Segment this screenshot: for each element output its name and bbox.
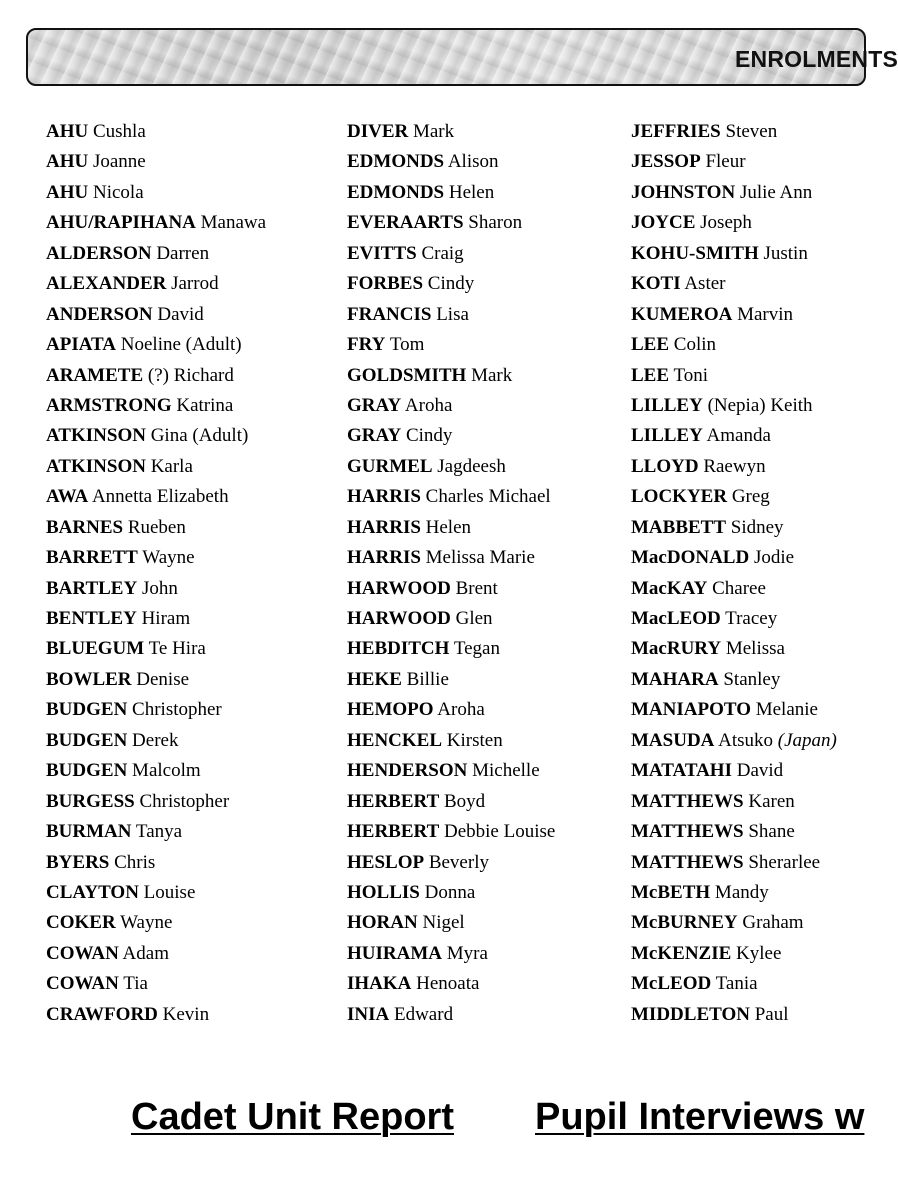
surname: MacRURY <box>631 638 722 660</box>
given-names: Kirsten <box>446 729 503 751</box>
surname: McBURNEY <box>631 912 738 934</box>
surname: EVERAARTS <box>347 212 464 234</box>
given-names: Mark <box>471 364 513 386</box>
surname: HEMOPO <box>347 699 434 721</box>
given-names: Melanie <box>755 699 818 721</box>
name-entry <box>347 666 555 696</box>
name-entry <box>46 483 266 513</box>
names-column-2 <box>347 118 555 1031</box>
surname: AHU <box>46 121 89 142</box>
name-entry <box>631 331 837 361</box>
name-entry <box>46 179 266 209</box>
name-entry <box>46 331 266 361</box>
given-names: Derek <box>132 729 179 751</box>
surname: IHAKA <box>347 973 412 995</box>
name-entry <box>347 1001 555 1031</box>
given-names: Alison <box>447 151 499 173</box>
given-names: Sharon <box>468 212 523 234</box>
name-entry <box>347 909 555 939</box>
given-names: Rueben <box>127 516 186 538</box>
given-names: Aster <box>684 273 726 295</box>
name-entry <box>347 118 555 148</box>
surname: ANDERSON <box>46 303 153 325</box>
given-names: Jarrod <box>171 273 219 295</box>
name-entry <box>347 362 555 392</box>
given-names: Christopher <box>132 699 222 721</box>
given-names: Wayne <box>120 912 173 934</box>
surname: JOYCE <box>631 212 696 234</box>
given-names: Donna <box>424 881 476 903</box>
surname: HESLOP <box>347 851 425 873</box>
given-names: Helen <box>448 181 495 203</box>
surname: BUDGEN <box>46 760 128 782</box>
name-entry <box>46 1001 266 1031</box>
name-entry <box>631 666 837 696</box>
given-names: Melissa Marie <box>425 547 535 569</box>
surname: INIA <box>347 1003 390 1025</box>
surname: MacDONALD <box>631 547 750 569</box>
surname: CRAWFORD <box>46 1003 158 1025</box>
surname: COWAN <box>46 973 119 995</box>
surname: CLAYTON <box>46 881 139 903</box>
surname: MAHARA <box>631 668 719 690</box>
name-entry <box>631 483 837 513</box>
surname: McLEOD <box>631 973 712 995</box>
name-entry <box>347 635 555 665</box>
name-entry <box>347 970 555 1000</box>
given-names: Boyd <box>444 790 486 812</box>
surname: MANIAPOTO <box>631 699 751 721</box>
surname: MacLEOD <box>631 608 721 629</box>
name-entry <box>631 818 837 848</box>
name-entry <box>631 362 837 392</box>
given-names: Brent <box>455 577 498 599</box>
name-entry <box>631 209 837 239</box>
surname: MASUDA <box>631 729 715 751</box>
surname: HOLLIS <box>347 881 420 903</box>
name-entry <box>631 179 837 209</box>
surname: MIDDLETON <box>631 1003 750 1025</box>
name-entry <box>631 757 837 787</box>
given-names: Toni <box>673 364 709 386</box>
surname: ALEXANDER <box>46 273 167 295</box>
given-names: Malcolm <box>132 760 201 782</box>
name-entry <box>46 666 266 696</box>
given-names: Colin <box>673 334 717 356</box>
names-column-3 <box>631 118 837 1031</box>
given-names: Henoata <box>416 973 480 995</box>
given-names: Greg <box>731 486 770 508</box>
surname: GRAY <box>347 425 402 447</box>
surname: HERBERT <box>347 790 440 812</box>
surname: LILLEY <box>631 425 703 447</box>
given-names: Shane <box>748 821 795 843</box>
name-entry <box>347 514 555 544</box>
name-entry <box>347 849 555 879</box>
given-names: Beverly <box>428 851 489 873</box>
surname: LEE <box>631 334 670 356</box>
names-column-1 <box>46 118 266 1031</box>
given-names: Karla <box>150 455 193 477</box>
name-entry <box>46 575 266 605</box>
given-names: Louise <box>143 881 196 903</box>
given-names: Helen <box>425 516 472 538</box>
surname: AHU <box>46 181 89 203</box>
name-entry <box>631 514 837 544</box>
given-names: Glen <box>455 608 493 629</box>
given-names: Tracey <box>725 608 778 629</box>
given-names: Te Hira <box>148 638 206 660</box>
surname: COWAN <box>46 942 119 964</box>
name-entry <box>631 422 837 452</box>
given-names: Gina (Adult) <box>150 425 249 447</box>
surname: BARTLEY <box>46 577 138 599</box>
surname: MATTHEWS <box>631 790 744 812</box>
surname: MATATAHI <box>631 760 732 782</box>
given-names: Denise <box>136 668 190 690</box>
given-names: Nicola <box>92 181 144 203</box>
surname: LLOYD <box>631 455 699 477</box>
given-names: Tom <box>389 334 425 356</box>
given-names: David <box>736 760 784 782</box>
name-entry <box>631 301 837 331</box>
given-names: Billie <box>406 668 449 690</box>
name-entry <box>631 270 837 300</box>
surname: COKER <box>46 912 116 934</box>
country-note: (Japan) <box>777 729 837 751</box>
name-entry <box>347 179 555 209</box>
given-names: John <box>141 577 178 599</box>
surname: JOHNSTON <box>631 181 736 203</box>
given-names: Charles Michael <box>425 486 551 508</box>
given-names: Myra <box>446 942 488 964</box>
name-entry <box>347 727 555 757</box>
surname: MacKAY <box>631 577 708 599</box>
given-names: Justin <box>763 242 808 264</box>
surname: AHU/RAPIHANA <box>46 212 196 234</box>
surname: JESSOP <box>631 151 701 173</box>
surname: KUMEROA <box>631 303 733 325</box>
name-entry <box>347 788 555 818</box>
surname: ALDERSON <box>46 242 152 264</box>
given-names: Atsuko <box>718 729 773 751</box>
given-names: Aroha <box>404 394 453 416</box>
surname: LOCKYER <box>631 486 728 508</box>
surname: BARNES <box>46 516 124 538</box>
name-entry <box>347 544 555 574</box>
given-names: Mark <box>412 121 455 142</box>
name-entry <box>347 270 555 300</box>
name-entry <box>631 909 837 939</box>
name-entry <box>631 392 837 422</box>
name-entry <box>347 696 555 726</box>
name-entry <box>46 148 266 178</box>
surname: KOHU-SMITH <box>631 242 759 264</box>
name-entry <box>631 605 837 635</box>
name-entry <box>46 818 266 848</box>
name-entry <box>347 301 555 331</box>
given-names: David <box>157 303 204 325</box>
name-entry <box>46 514 266 544</box>
surname: HARWOOD <box>347 608 451 629</box>
name-entry <box>46 209 266 239</box>
given-names: Kylee <box>736 942 782 964</box>
surname: BARRETT <box>46 547 138 569</box>
name-entry <box>631 940 837 970</box>
name-entry <box>347 940 555 970</box>
surname: BENTLEY <box>46 608 137 629</box>
name-entry <box>46 727 266 757</box>
given-names: Michelle <box>472 760 540 782</box>
given-names: Noeline (Adult) <box>120 334 242 356</box>
name-entry <box>631 544 837 574</box>
given-names: Raewyn <box>703 455 766 477</box>
surname: MATTHEWS <box>631 821 744 843</box>
surname: LILLEY <box>631 394 703 416</box>
name-entry <box>631 453 837 483</box>
surname: APIATA <box>46 334 117 356</box>
given-names: Annetta Elizabeth <box>91 486 229 508</box>
given-names: Wayne <box>142 547 195 569</box>
given-names: Mandy <box>714 881 769 903</box>
name-entry <box>347 605 555 635</box>
given-names: Edward <box>393 1003 454 1025</box>
name-entry <box>631 240 837 270</box>
surname: EDMONDS <box>347 151 445 173</box>
surname: FRANCIS <box>347 303 432 325</box>
surname: JEFFRIES <box>631 121 721 142</box>
name-entry <box>46 118 266 148</box>
given-names: Kevin <box>162 1003 210 1025</box>
surname: KOTI <box>631 273 681 295</box>
name-entry <box>46 788 266 818</box>
surname: GRAY <box>347 394 402 416</box>
surname: McBETH <box>631 881 711 903</box>
name-entry <box>347 453 555 483</box>
given-names: Cindy <box>427 273 475 295</box>
given-names: Katrina <box>176 394 234 416</box>
given-names: (?) Richard <box>147 364 234 386</box>
name-entry <box>631 118 837 148</box>
name-entry <box>46 970 266 1000</box>
name-entry <box>46 544 266 574</box>
name-entry <box>347 148 555 178</box>
name-entry <box>347 209 555 239</box>
given-names: Joseph <box>700 212 752 234</box>
surname: HERBERT <box>347 821 440 843</box>
given-names: Adam <box>122 942 169 964</box>
name-entry <box>631 1001 837 1031</box>
cadet-unit-report-heading: Cadet Unit Report <box>131 1096 454 1138</box>
name-entry <box>46 879 266 909</box>
surname: GOLDSMITH <box>347 364 467 386</box>
name-entry <box>631 575 837 605</box>
given-names: Joanne <box>92 151 146 173</box>
given-names: Christopher <box>139 790 230 812</box>
name-entry <box>46 453 266 483</box>
surname: DIVER <box>347 121 409 142</box>
given-names: Manawa <box>200 212 267 234</box>
name-entry <box>631 148 837 178</box>
name-entry <box>46 240 266 270</box>
name-entry <box>347 757 555 787</box>
given-names: Tania <box>715 973 758 995</box>
surname: HUIRAMA <box>347 942 442 964</box>
given-names: Sidney <box>730 516 784 538</box>
given-names: Jodie <box>753 547 795 569</box>
surname: BURGESS <box>46 790 135 812</box>
given-names: Craig <box>421 242 464 264</box>
name-entry <box>46 270 266 300</box>
given-names: Graham <box>742 912 804 934</box>
name-entry <box>631 788 837 818</box>
name-entry <box>46 301 266 331</box>
name-entry <box>347 240 555 270</box>
surname: BUDGEN <box>46 729 128 751</box>
surname: HENDERSON <box>347 760 468 782</box>
surname: HEBDITCH <box>347 638 450 660</box>
name-entry <box>631 970 837 1000</box>
surname: McKENZIE <box>631 942 732 964</box>
given-names: Amanda <box>706 425 771 447</box>
given-names: Debbie Louise <box>444 821 556 843</box>
name-entry <box>46 392 266 422</box>
given-names: (Nepia) Keith <box>707 394 813 416</box>
surname: HARRIS <box>347 516 421 538</box>
surname: AHU <box>46 151 89 173</box>
given-names: Karen <box>748 790 795 812</box>
surname: EDMONDS <box>347 181 445 203</box>
surname: HORAN <box>347 912 418 934</box>
given-names: Charee <box>712 577 766 599</box>
surname: BLUEGUM <box>46 638 145 660</box>
given-names: Tanya <box>135 821 183 843</box>
surname: ARAMETE <box>46 364 144 386</box>
given-names: Hiram <box>141 608 191 629</box>
name-entry <box>347 483 555 513</box>
pupil-interviews-heading: Pupil Interviews w <box>535 1096 865 1138</box>
name-entry <box>347 392 555 422</box>
given-names: Sherarlee <box>748 851 821 873</box>
surname: FRY <box>347 334 386 356</box>
surname: ATKINSON <box>46 455 146 477</box>
surname: LEE <box>631 364 670 386</box>
name-entry <box>46 757 266 787</box>
banner-title: ENROLMENTS <box>735 46 898 72</box>
surname: MATTHEWS <box>631 851 744 873</box>
given-names: Chris <box>114 851 156 873</box>
name-entry <box>46 909 266 939</box>
surname: ATKINSON <box>46 425 146 447</box>
surname: AWA <box>46 486 89 508</box>
name-entry <box>46 605 266 635</box>
name-entry <box>631 696 837 726</box>
given-names: Tegan <box>453 638 500 660</box>
name-entry <box>347 422 555 452</box>
name-entry <box>347 575 555 605</box>
enrolments-banner <box>26 28 898 86</box>
surname: EVITTS <box>347 242 417 264</box>
surname: BOWLER <box>46 668 132 690</box>
name-entry <box>347 818 555 848</box>
given-names: Lisa <box>436 303 469 325</box>
name-entry <box>631 849 837 879</box>
name-entry <box>631 879 837 909</box>
given-names: Aroha <box>437 699 485 721</box>
surname: HENCKEL <box>347 729 443 751</box>
given-names: Cindy <box>405 425 453 447</box>
surname: ARMSTRONG <box>46 394 172 416</box>
given-names: Melissa <box>725 638 785 660</box>
surname: HARWOOD <box>347 577 451 599</box>
name-entry <box>46 696 266 726</box>
surname: HARRIS <box>347 547 421 569</box>
name-entry <box>631 727 837 757</box>
given-names: Tia <box>123 973 148 995</box>
given-names: Paul <box>754 1003 789 1025</box>
name-entry <box>46 362 266 392</box>
surname: BYERS <box>46 851 110 873</box>
surname: HEKE <box>347 668 402 690</box>
given-names: Marvin <box>737 303 794 325</box>
given-names: Julie Ann <box>739 181 813 203</box>
surname: HARRIS <box>347 486 421 508</box>
surname: BUDGEN <box>46 699 128 721</box>
surname: FORBES <box>347 273 424 295</box>
name-entry <box>46 422 266 452</box>
surname: MABBETT <box>631 516 727 538</box>
name-entry <box>46 849 266 879</box>
given-names: Cushla <box>92 121 146 142</box>
name-entry <box>347 879 555 909</box>
name-entry <box>46 635 266 665</box>
surname: BURMAN <box>46 821 132 843</box>
given-names: Jagdeesh <box>437 455 506 477</box>
given-names: Fleur <box>705 151 746 173</box>
given-names: Nigel <box>422 912 465 934</box>
name-entry <box>347 331 555 361</box>
name-entry <box>631 635 837 665</box>
given-names: Steven <box>725 121 778 142</box>
given-names: Darren <box>156 242 210 264</box>
surname: GURMEL <box>347 455 433 477</box>
name-entry <box>46 940 266 970</box>
given-names: Stanley <box>723 668 781 690</box>
